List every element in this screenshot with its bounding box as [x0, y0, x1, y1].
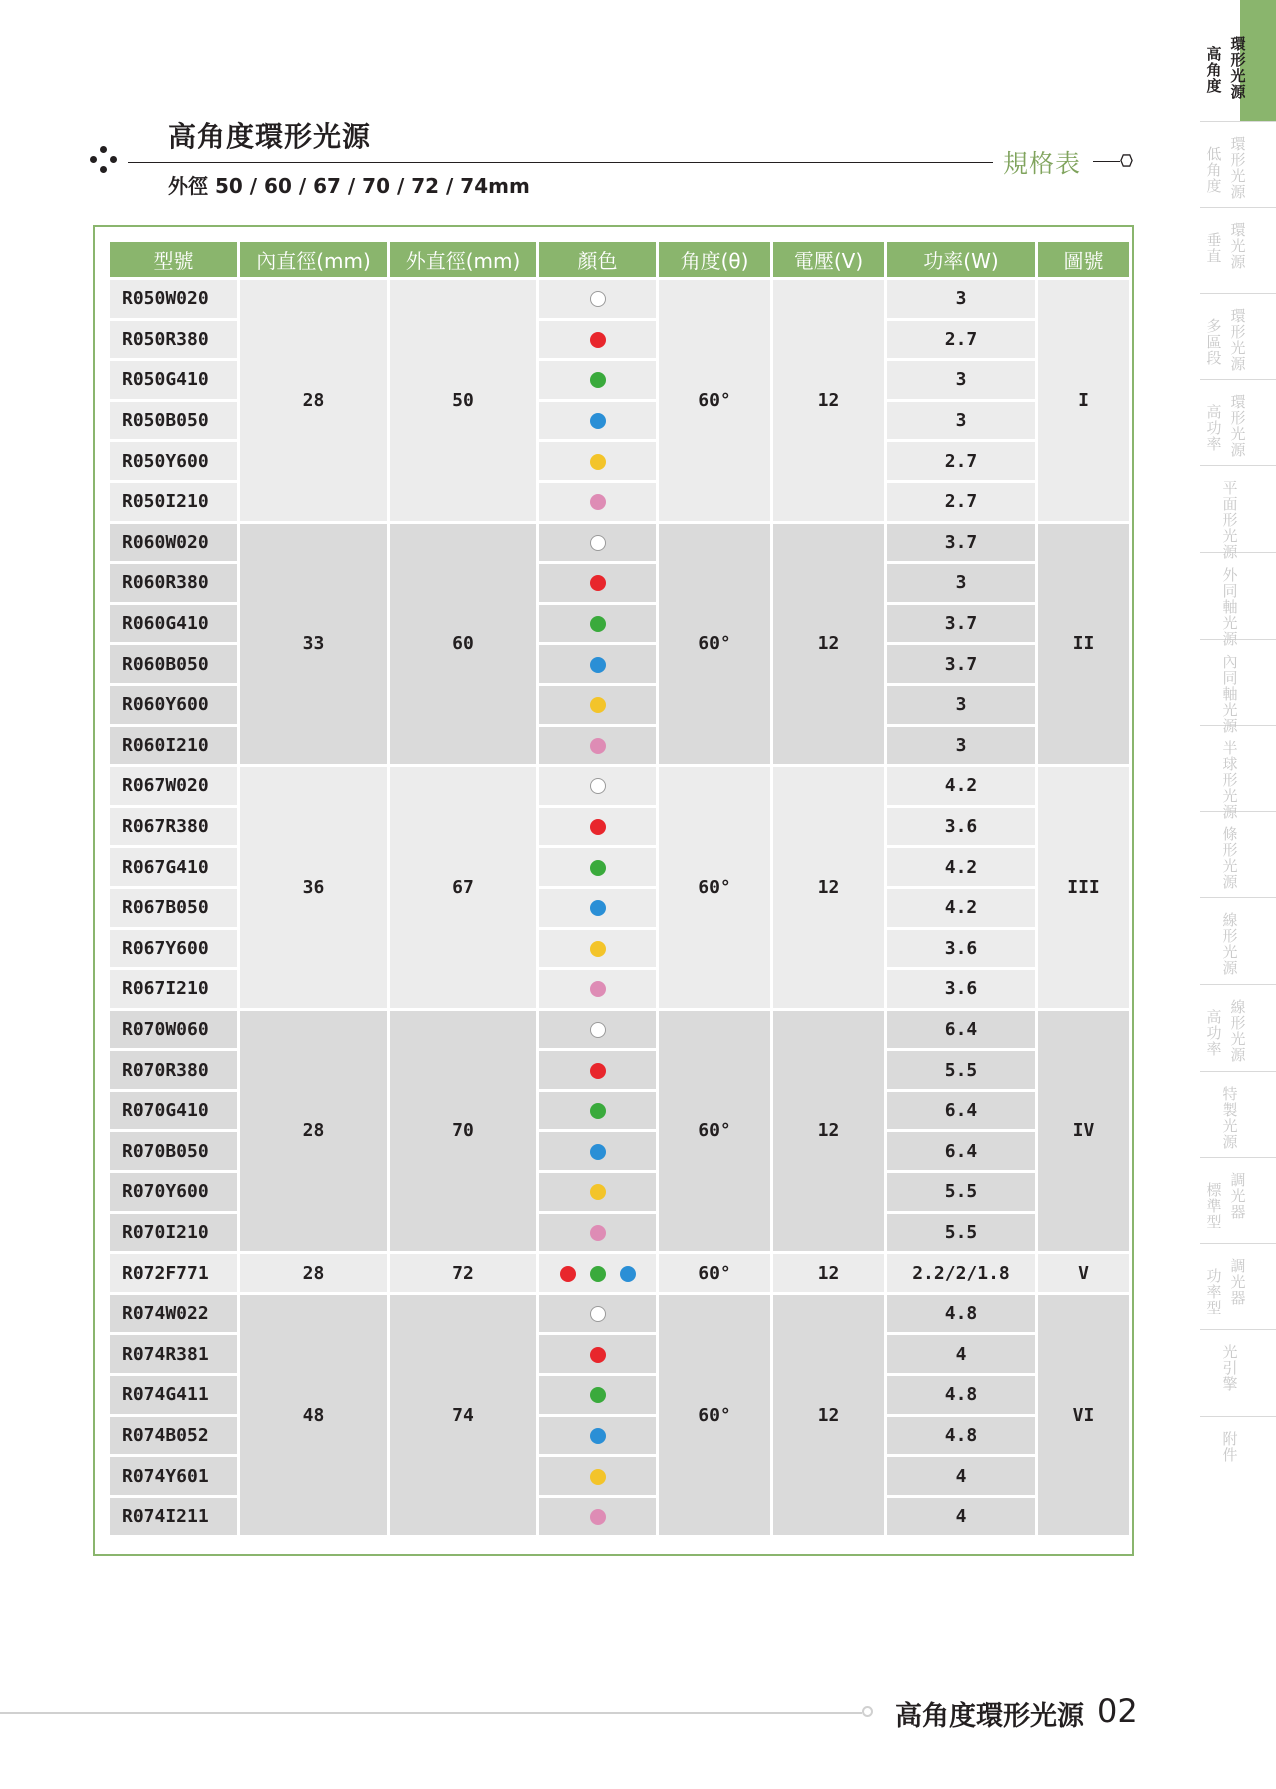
sidebar-item[interactable]	[1200, 726, 1276, 821]
power-cell: 4.8	[887, 1417, 1035, 1455]
voltage-cell: 12	[773, 280, 884, 521]
power-cell: 5.5	[887, 1051, 1035, 1089]
model-cell: R050G410	[110, 361, 237, 399]
voltage-cell: 12	[773, 767, 884, 1008]
model-cell: R074Y601	[110, 1457, 237, 1495]
power-cell: 4	[887, 1498, 1035, 1536]
voltage-cell: 12	[773, 524, 884, 765]
power-cell: 4	[887, 1457, 1035, 1495]
red-color-dot-icon	[560, 1266, 576, 1282]
model-cell: R067W020	[110, 767, 237, 805]
model-cell: R070W060	[110, 1011, 237, 1049]
column-header-inner-diameter: 內直徑(mm)	[240, 242, 387, 277]
blue-color-dot-icon	[590, 1144, 606, 1160]
color-cell	[539, 1376, 656, 1414]
power-cell: 4.2	[887, 767, 1035, 805]
power-cell: 4.8	[887, 1295, 1035, 1333]
power-cell: 5.5	[887, 1214, 1035, 1252]
green-color-dot-icon	[590, 1103, 606, 1119]
row-group	[110, 1295, 1129, 1536]
model-cell: R074W022	[110, 1295, 237, 1333]
sidebar-item[interactable]	[1200, 898, 1276, 985]
sidebar-item[interactable]	[1200, 553, 1276, 648]
inner-diameter-cell: 48	[240, 1295, 387, 1536]
table-row	[110, 1011, 1129, 1049]
figure-cell: IV	[1038, 1011, 1129, 1252]
color-cell	[539, 1417, 656, 1455]
sidebar-item[interactable]	[1200, 640, 1276, 735]
header-divider	[128, 162, 993, 163]
model-cell: R070I210	[110, 1214, 237, 1252]
color-cell	[539, 645, 656, 683]
power-cell: 6.4	[887, 1132, 1035, 1170]
white-color-dot-icon	[590, 1022, 606, 1038]
color-cell	[539, 361, 656, 399]
outer-diameter-cell: 50	[390, 280, 536, 521]
voltage-cell: 12	[773, 1254, 884, 1292]
sidebar-item[interactable]	[1200, 1244, 1276, 1330]
angle-cell: 60°	[659, 1295, 770, 1536]
sidebar-item[interactable]	[1200, 380, 1276, 466]
table-row	[110, 1295, 1129, 1333]
color-cell	[539, 848, 656, 886]
figure-cell: II	[1038, 524, 1129, 765]
figure-cell: V	[1038, 1254, 1129, 1292]
spec-table	[107, 239, 1132, 1538]
model-cell: R070R380	[110, 1051, 237, 1089]
power-cell: 3	[887, 686, 1035, 724]
color-cell	[539, 402, 656, 440]
sidebar-item[interactable]	[1200, 812, 1276, 898]
model-cell: R070B050	[110, 1132, 237, 1170]
blue-color-dot-icon	[590, 900, 606, 916]
voltage-cell: 12	[773, 1011, 884, 1252]
column-header-model: 型號	[110, 242, 237, 277]
color-cell	[539, 727, 656, 765]
sidebar-item-label: 功率型	[1206, 1267, 1222, 1317]
model-cell: R067R380	[110, 808, 237, 846]
red-color-dot-icon	[590, 332, 606, 348]
blue-color-dot-icon	[590, 1428, 606, 1444]
sidebar-item-label: 光引擎	[1222, 1343, 1238, 1393]
sidebar-item[interactable]	[1200, 1330, 1276, 1417]
outer-diameter-cell: 72	[390, 1254, 536, 1292]
pink-color-dot-icon	[590, 738, 606, 754]
color-cell	[539, 1498, 656, 1536]
power-cell: 3.6	[887, 808, 1035, 846]
model-cell: R050I210	[110, 483, 237, 521]
outer-diameter-cell: 74	[390, 1295, 536, 1536]
green-color-dot-icon	[590, 372, 606, 388]
model-cell: R060R380	[110, 564, 237, 602]
color-cell	[539, 930, 656, 968]
model-cell: R074B052	[110, 1417, 237, 1455]
model-cell: R050W020	[110, 280, 237, 318]
green-color-dot-icon	[590, 860, 606, 876]
model-cell: R067G410	[110, 848, 237, 886]
power-cell: 4.2	[887, 889, 1035, 927]
power-cell: 3	[887, 564, 1035, 602]
sidebar-item-label: 環形光源	[1230, 135, 1246, 201]
model-cell: R060I210	[110, 727, 237, 765]
figure-cell: VI	[1038, 1295, 1129, 1536]
row-group	[110, 524, 1129, 765]
model-cell: R070G410	[110, 1092, 237, 1130]
sidebar-item-label: 高功率	[1206, 1008, 1222, 1058]
outer-diameter-cell: 67	[390, 767, 536, 1008]
color-cell	[539, 321, 656, 359]
power-cell: 3	[887, 361, 1035, 399]
power-cell: 4	[887, 1335, 1035, 1373]
sidebar-item-label: 調光器	[1230, 1171, 1246, 1221]
inner-diameter-cell: 36	[240, 767, 387, 1008]
power-cell: 3	[887, 402, 1035, 440]
row-group	[110, 1254, 1129, 1292]
figure-cell: III	[1038, 767, 1129, 1008]
model-cell: R072F771	[110, 1254, 237, 1292]
angle-cell: 60°	[659, 1011, 770, 1252]
sidebar-item[interactable]	[1200, 0, 1276, 122]
model-cell: R060W020	[110, 524, 237, 562]
power-cell: 3.7	[887, 645, 1035, 683]
red-color-dot-icon	[590, 1063, 606, 1079]
color-cell	[539, 1457, 656, 1495]
power-cell: 3.7	[887, 605, 1035, 643]
color-cell	[539, 524, 656, 562]
column-header-figure: 圖號	[1038, 242, 1129, 277]
inner-diameter-cell: 28	[240, 280, 387, 521]
red-color-dot-icon	[590, 1347, 606, 1363]
table-row	[110, 524, 1129, 562]
table-row	[110, 767, 1129, 805]
color-cell	[539, 1132, 656, 1170]
page-subtitle: 外徑 50 / 60 / 67 / 70 / 72 / 74mm	[168, 174, 530, 198]
pink-color-dot-icon	[590, 1509, 606, 1525]
angle-cell: 60°	[659, 1254, 770, 1292]
power-cell: 5.5	[887, 1173, 1035, 1211]
yellow-color-dot-icon	[590, 1184, 606, 1200]
color-cell	[539, 280, 656, 318]
red-color-dot-icon	[590, 575, 606, 591]
sidebar-item-label: 環形光源	[1230, 307, 1246, 373]
color-cell	[539, 483, 656, 521]
footer-title: 高角度環形光源	[895, 1701, 1084, 1732]
power-cell: 6.4	[887, 1011, 1035, 1049]
power-cell: 2.7	[887, 321, 1035, 359]
yellow-color-dot-icon	[590, 454, 606, 470]
sidebar-item-label: 高角度	[1206, 45, 1222, 95]
column-header-power: 功率(W)	[887, 242, 1035, 277]
sidebar-nav	[1200, 0, 1276, 1789]
blue-color-dot-icon	[620, 1266, 636, 1282]
sidebar-item[interactable]	[1200, 1158, 1276, 1244]
color-cell	[539, 767, 656, 805]
column-header-outer-diameter: 外直徑(mm)	[390, 242, 536, 277]
sidebar-item[interactable]	[1200, 1072, 1276, 1158]
color-cell	[539, 1011, 656, 1049]
power-cell: 4.8	[887, 1376, 1035, 1414]
outer-diameter-cell: 70	[390, 1011, 536, 1252]
sidebar-item-label: 條形光源	[1222, 825, 1238, 891]
table-row	[110, 280, 1129, 318]
power-cell: 3.6	[887, 970, 1035, 1008]
inner-diameter-cell: 33	[240, 524, 387, 765]
green-color-dot-icon	[590, 1266, 606, 1282]
hexagon-icon	[1120, 154, 1133, 167]
page-number: 02	[1097, 1692, 1138, 1730]
yellow-color-dot-icon	[590, 1469, 606, 1485]
page-title: 高角度環形光源	[168, 120, 372, 153]
model-cell: R070Y600	[110, 1173, 237, 1211]
power-cell: 6.4	[887, 1092, 1035, 1130]
sidebar-item-label: 平面形光源	[1222, 479, 1238, 561]
sidebar-item-label: 高功率	[1206, 403, 1222, 453]
sidebar-item-label: 特製光源	[1222, 1085, 1238, 1151]
color-cell	[539, 1173, 656, 1211]
color-cell	[539, 1214, 656, 1252]
sidebar-item-label: 環形光源	[1230, 35, 1246, 101]
model-cell: R067I210	[110, 970, 237, 1008]
sidebar-item-label: 多區段	[1206, 317, 1222, 367]
model-cell: R050B050	[110, 402, 237, 440]
color-cell	[539, 970, 656, 1008]
sidebar-item-label: 附件	[1222, 1430, 1238, 1464]
inner-diameter-cell: 28	[240, 1011, 387, 1252]
white-color-dot-icon	[590, 291, 606, 307]
color-cell	[539, 889, 656, 927]
pink-color-dot-icon	[590, 981, 606, 997]
color-cell	[539, 1254, 656, 1292]
color-cell	[539, 564, 656, 602]
sidebar-item-label: 環形光源	[1230, 393, 1246, 459]
green-color-dot-icon	[590, 1387, 606, 1403]
column-header-color: 顏色	[539, 242, 656, 277]
table-row	[110, 1254, 1129, 1292]
footer-circle-icon	[862, 1706, 873, 1717]
color-cell	[539, 1092, 656, 1130]
model-cell: R067B050	[110, 889, 237, 927]
power-cell: 3.7	[887, 524, 1035, 562]
inner-diameter-cell: 28	[240, 1254, 387, 1292]
sidebar-item-label: 半球形光源	[1222, 739, 1238, 821]
model-cell: R060Y600	[110, 686, 237, 724]
row-group	[110, 1011, 1129, 1252]
pink-color-dot-icon	[590, 1225, 606, 1241]
color-cell	[539, 808, 656, 846]
white-color-dot-icon	[590, 535, 606, 551]
figure-cell: I	[1038, 280, 1129, 521]
sidebar-item-label: 外同軸光源	[1222, 566, 1238, 648]
color-cell	[539, 1335, 656, 1373]
angle-cell: 60°	[659, 524, 770, 765]
sidebar-item[interactable]	[1200, 1417, 1276, 1789]
sidebar-item-label: 標準型	[1206, 1181, 1222, 1231]
sidebar-item-label: 調光器	[1230, 1257, 1246, 1307]
white-color-dot-icon	[590, 1306, 606, 1322]
row-group	[110, 767, 1129, 1008]
color-cell	[539, 605, 656, 643]
color-cell	[539, 1295, 656, 1333]
row-group	[110, 280, 1129, 521]
footer-line	[0, 1712, 862, 1714]
model-cell: R074I211	[110, 1498, 237, 1536]
sidebar-item[interactable]	[1200, 208, 1276, 294]
page-header	[0, 0, 1200, 220]
angle-cell: 60°	[659, 767, 770, 1008]
power-cell: 3	[887, 280, 1035, 318]
model-cell: R050R380	[110, 321, 237, 359]
angle-cell: 60°	[659, 280, 770, 521]
model-cell: R050Y600	[110, 442, 237, 480]
color-cell	[539, 442, 656, 480]
sidebar-item-label: 環光源	[1230, 221, 1246, 271]
yellow-color-dot-icon	[590, 941, 606, 957]
power-cell: 3	[887, 727, 1035, 765]
model-cell: R060B050	[110, 645, 237, 683]
model-cell: R074G411	[110, 1376, 237, 1414]
column-header-voltage: 電壓(V)	[773, 242, 884, 277]
model-cell: R060G410	[110, 605, 237, 643]
white-color-dot-icon	[590, 778, 606, 794]
sidebar-item[interactable]	[1200, 122, 1276, 208]
sidebar-item[interactable]	[1200, 985, 1276, 1072]
power-cell: 2.7	[887, 483, 1035, 521]
sidebar-item-label: 線形光源	[1230, 998, 1246, 1064]
yellow-color-dot-icon	[590, 697, 606, 713]
green-color-dot-icon	[590, 616, 606, 632]
column-header-angle: 角度(θ)	[659, 242, 770, 277]
sidebar-item[interactable]	[1200, 294, 1276, 380]
table-header-row	[110, 242, 1129, 277]
model-cell: R074R381	[110, 1335, 237, 1373]
power-cell: 2.7	[887, 442, 1035, 480]
spec-line	[1093, 161, 1120, 162]
sidebar-item-label: 內同軸光源	[1222, 653, 1238, 735]
power-cell: 2.2/2/1.8	[887, 1254, 1035, 1292]
spec-label: 規格表	[1003, 149, 1082, 178]
color-cell	[539, 686, 656, 724]
dots-ornament-icon	[90, 146, 118, 174]
sidebar-item-label: 低角度	[1206, 145, 1222, 195]
blue-color-dot-icon	[590, 413, 606, 429]
sidebar-item-label: 垂直	[1206, 231, 1222, 265]
sidebar-item-label: 線形光源	[1222, 911, 1238, 977]
power-cell: 4.2	[887, 848, 1035, 886]
voltage-cell: 12	[773, 1295, 884, 1536]
color-cell	[539, 1051, 656, 1089]
outer-diameter-cell: 60	[390, 524, 536, 765]
model-cell: R067Y600	[110, 930, 237, 968]
blue-color-dot-icon	[590, 657, 606, 673]
red-color-dot-icon	[590, 819, 606, 835]
sidebar-item[interactable]	[1200, 466, 1276, 561]
pink-color-dot-icon	[590, 494, 606, 510]
power-cell: 3.6	[887, 930, 1035, 968]
